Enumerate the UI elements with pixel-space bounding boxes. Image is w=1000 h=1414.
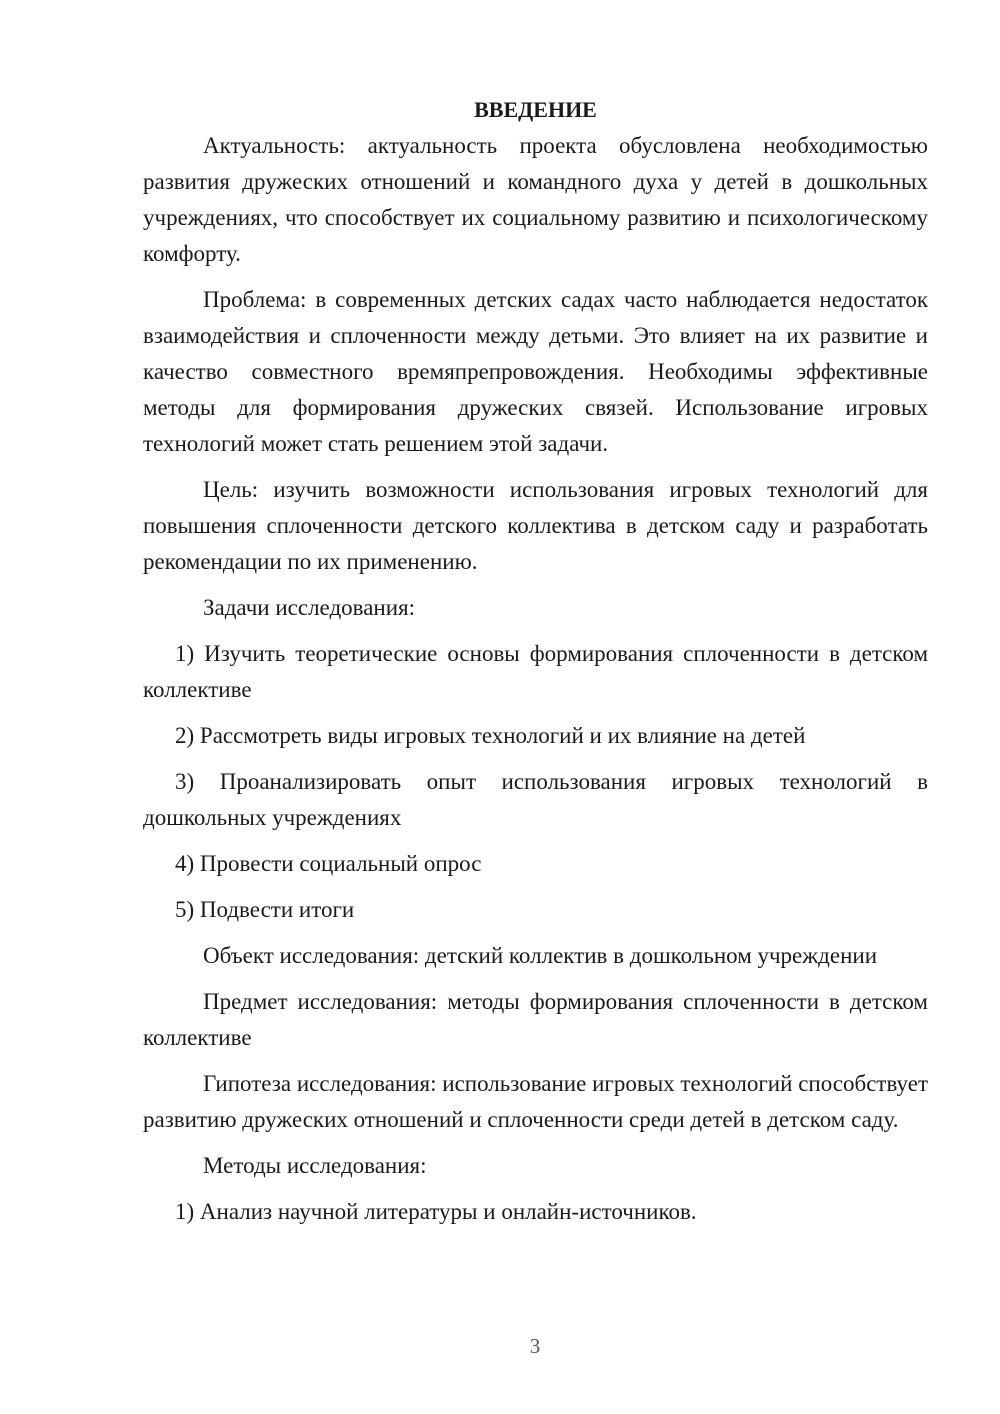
task-item-4: 4) Провести социальный опрос — [175, 851, 482, 876]
method-item-1: 1) Анализ научной литературы и онлайн-источников. — [175, 1199, 697, 1224]
object-paragraph: Объект исследования: детский коллектив в дошкольном учреждении — [203, 943, 877, 968]
task-item-3: 3) Проанализировать опыт использования игровых технологий в дошкольных учреждениях — [143, 769, 928, 830]
page-content — [143, 92, 928, 1230]
methods-title: Методы исследования: — [203, 1153, 427, 1178]
task-item-1: 1) Изучить теоретические основы формирования сплоченности в детском коллективе — [143, 641, 928, 702]
section-heading: ВВЕДЕНИЕ — [474, 97, 597, 122]
subject-paragraph: Предмет исследования: методы формирования сплоченности в детском коллективе — [143, 989, 928, 1050]
page-number: 3 — [529, 1334, 541, 1358]
hypothesis-paragraph: Гипотеза исследования: использование игровых технологий способствует развитию дружеских отношений и сплоченности среди детей в детском саду. — [143, 1071, 928, 1132]
relevance-paragraph: Актуальность: актуальность проекта обусловлена необходимостью развития дружеских отношений и командного духа у детей в дошкольных учреждениях, что способствует их социальному развитию и психологическому комфорту. — [143, 133, 928, 266]
task-item-2: 2) Рассмотреть виды игровых технологий и их влияние на детей — [175, 723, 806, 748]
task-item-5: 5) Подвести итоги — [175, 897, 355, 922]
goal-paragraph: Цель: изучить возможности использования игровых технологий для повышения сплоченности детского коллектива в детском саду и разработать рекомендации по их применению. — [143, 477, 928, 574]
problem-paragraph: Проблема: в современных детских садах часто наблюдается недостаток взаимодействия и сплоченности между детьми. Это влияет на их развитие и качество совместного времяпрепровождения. Необходимы эффективные методы для формирования дружеских связей. Использование игровых технологий может стать решением этой задачи. — [143, 287, 928, 456]
tasks-title: Задачи исследования: — [203, 595, 416, 620]
